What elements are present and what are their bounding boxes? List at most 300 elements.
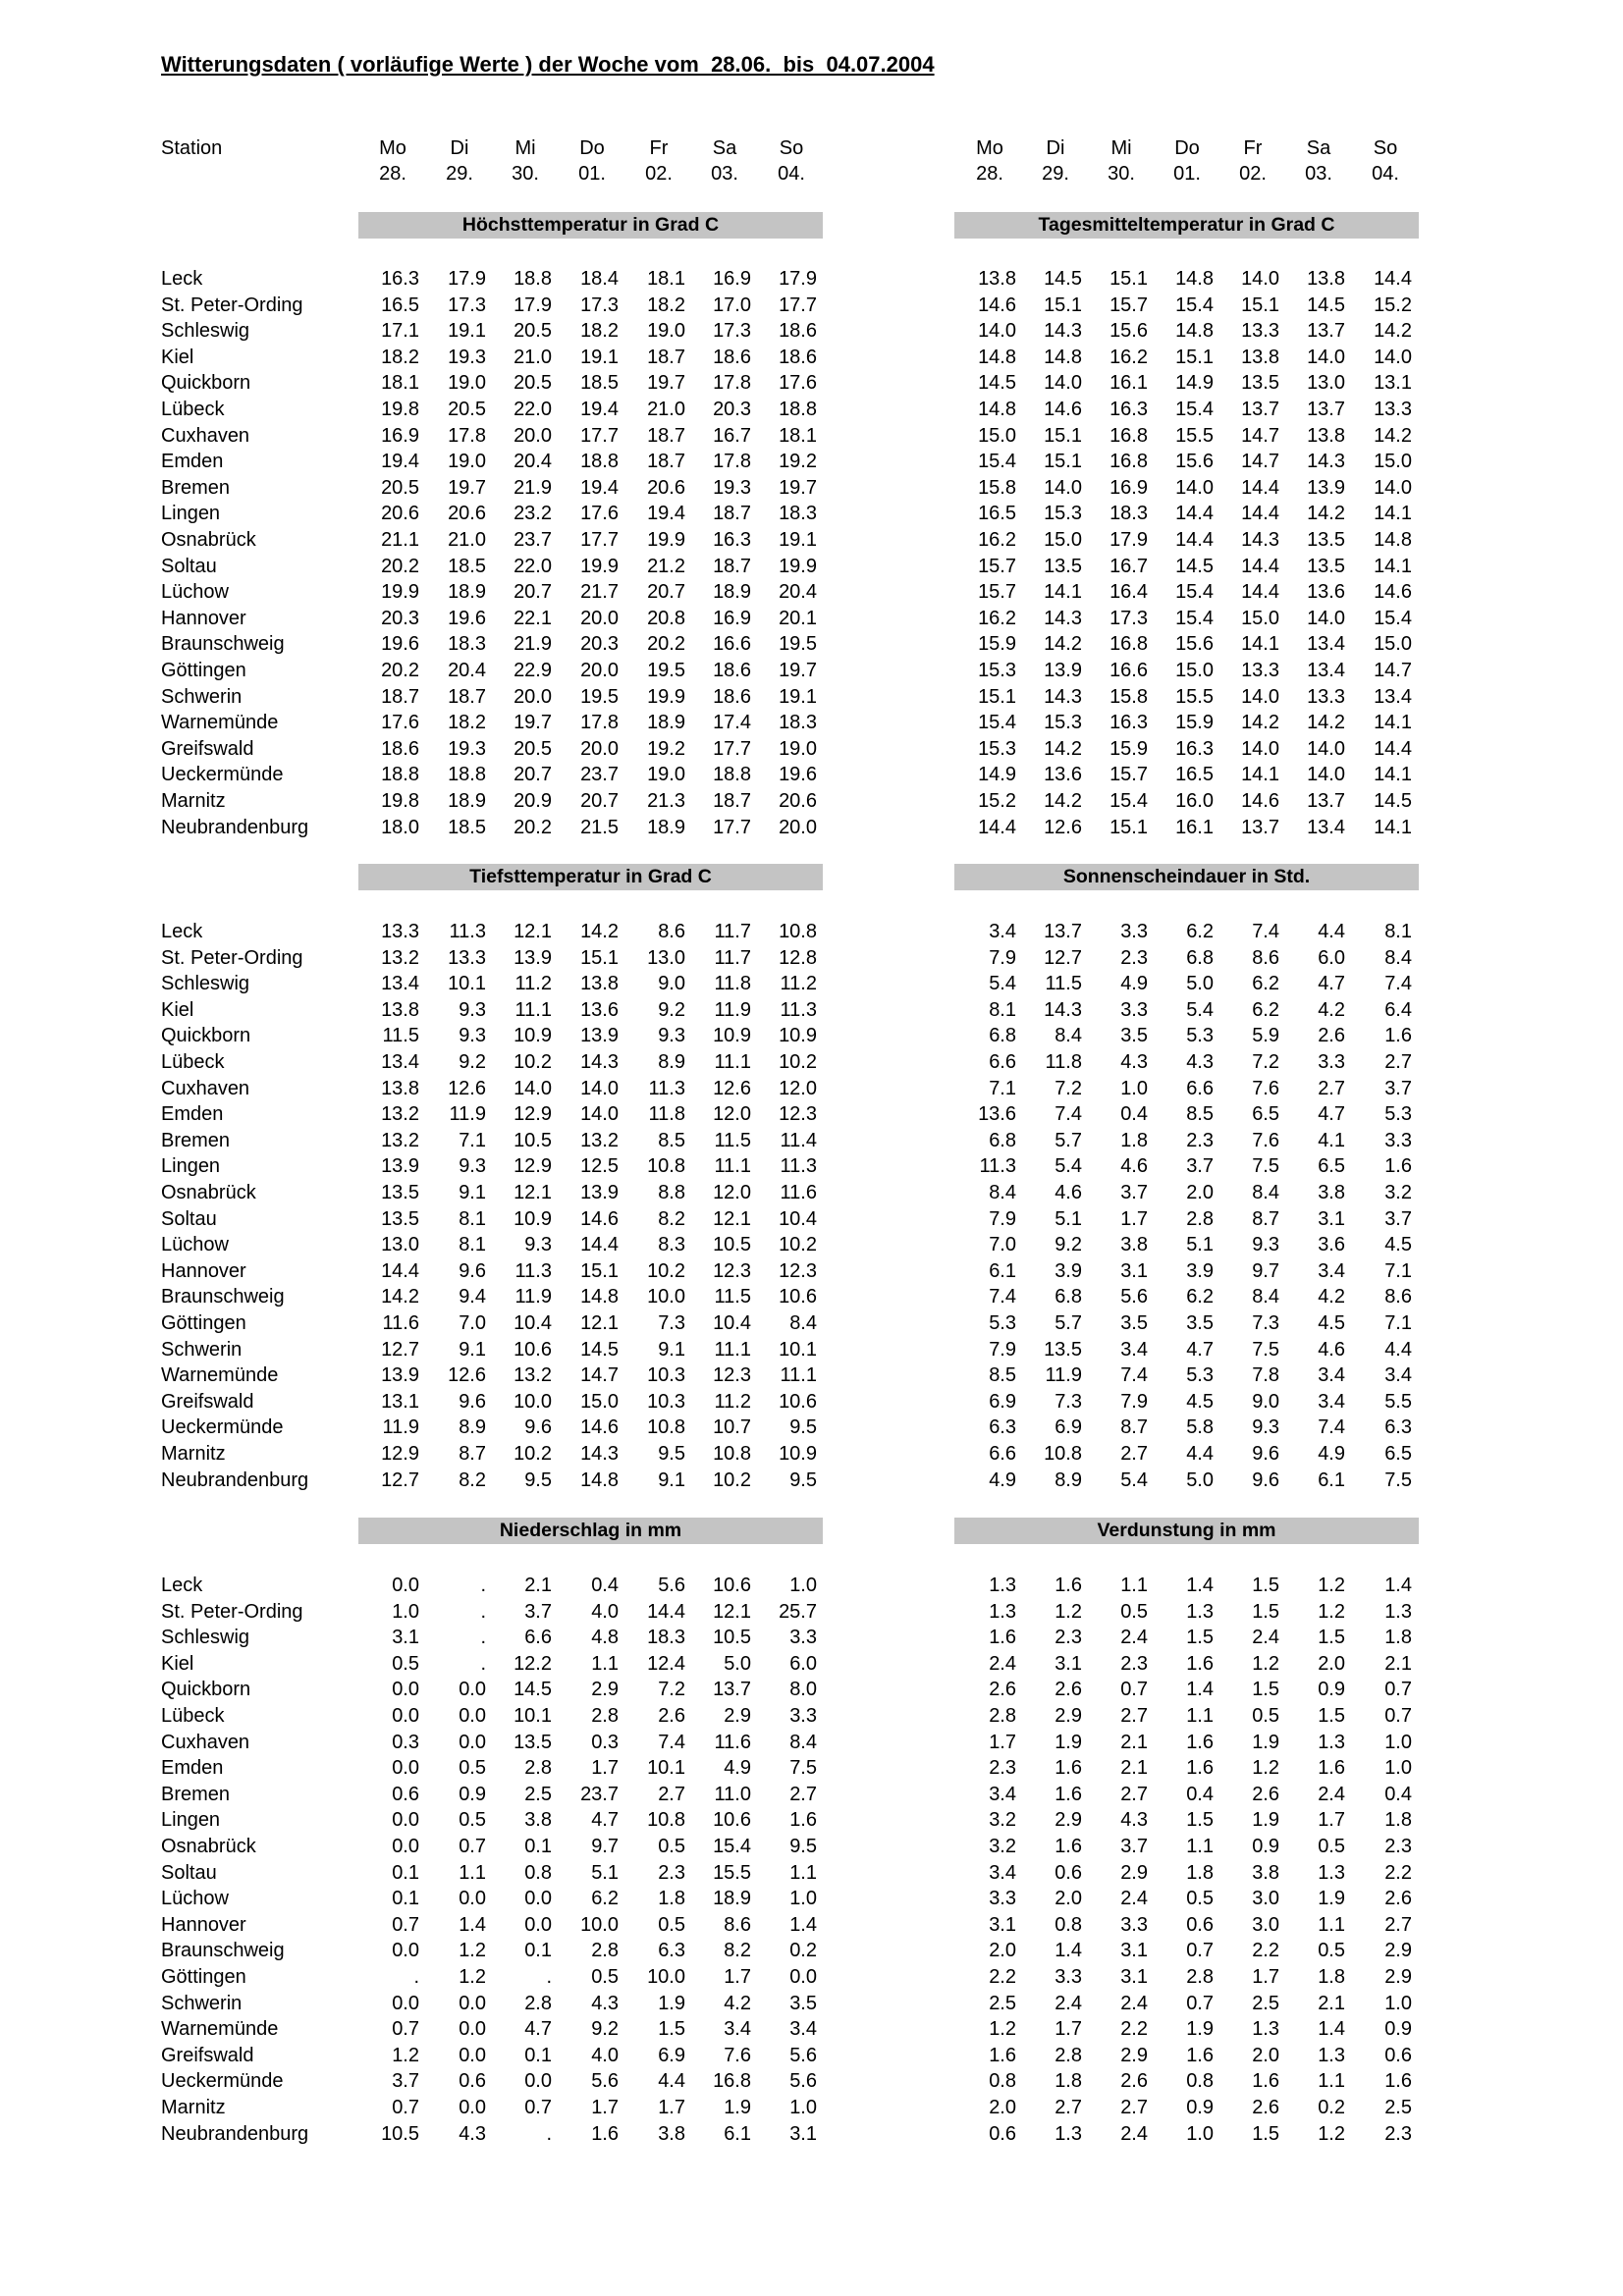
- data-value: 1.4: [1186, 1575, 1214, 1596]
- data-value: 2.3: [658, 1861, 685, 1884]
- data-value: 17.8: [448, 424, 486, 447]
- date-header: 29.: [1042, 163, 1069, 185]
- data-value: 21.0: [514, 346, 552, 368]
- station-name: Neubrandenburg: [161, 816, 309, 838]
- data-value: 3.4: [1384, 1364, 1412, 1387]
- data-value: 13.7: [1044, 921, 1082, 942]
- data-value: 5.6: [591, 2070, 619, 2093]
- data-value: 9.2: [459, 1051, 486, 1073]
- data-value: 14.0: [1241, 737, 1279, 760]
- data-value: 14.1: [1374, 816, 1412, 838]
- data-value: 20.1: [779, 607, 817, 629]
- data-value: 20.0: [779, 816, 817, 838]
- data-value: 2.1: [1384, 1652, 1412, 1675]
- data-value: 2.1: [1120, 1757, 1148, 1780]
- data-value: 16.2: [978, 607, 1016, 629]
- data-value: 10.5: [713, 1627, 751, 1649]
- data-value: 1.8: [1055, 2070, 1082, 2093]
- data-value: 7.4: [989, 1286, 1016, 1308]
- data-value: 18.8: [713, 764, 751, 786]
- data-value: 2.8: [1055, 2044, 1082, 2066]
- data-value: 15.3: [1044, 712, 1082, 734]
- data-value: 0.0: [392, 1679, 419, 1701]
- data-value: 0.8: [1186, 2070, 1214, 2093]
- data-value: 19.6: [381, 633, 419, 656]
- data-value: 16.9: [713, 607, 751, 629]
- data-value: 2.7: [1055, 2097, 1082, 2118]
- station-name: Soltau: [161, 1207, 217, 1230]
- data-value: 3.4: [724, 2018, 751, 2041]
- data-value: 16.9: [1109, 476, 1148, 499]
- data-value: 15.1: [1241, 294, 1279, 316]
- data-value: 2.9: [1120, 2044, 1148, 2066]
- data-value: 4.7: [591, 1809, 619, 1832]
- data-value: 14.8: [1374, 529, 1412, 551]
- data-value: 0.7: [392, 1913, 419, 1936]
- data-value: 10.5: [514, 1129, 552, 1151]
- data-value: 13.3: [448, 946, 486, 969]
- station-name: Lüchow: [161, 1234, 229, 1256]
- data-value: 2.3: [1384, 1836, 1412, 1857]
- data-value: 13.6: [978, 1103, 1016, 1126]
- data-value: 18.6: [779, 320, 817, 343]
- data-value: 10.2: [779, 1234, 817, 1256]
- data-value: 3.9: [1186, 1259, 1214, 1282]
- data-value: 13.9: [580, 1025, 619, 1047]
- data-value: 14.4: [1175, 503, 1214, 525]
- data-value: 1.9: [1186, 2018, 1214, 2041]
- data-value: 9.3: [459, 1155, 486, 1178]
- data-value: 14.1: [1241, 633, 1279, 656]
- date-header: 01.: [1173, 163, 1201, 185]
- data-value: 9.5: [789, 1468, 817, 1491]
- data-value: 2.0: [1252, 2044, 1279, 2066]
- data-value: 12.9: [514, 1103, 552, 1126]
- data-value: 0.5: [658, 1836, 685, 1857]
- data-value: 2.4: [1120, 1888, 1148, 1910]
- data-value: 11.6: [780, 1182, 817, 1203]
- data-value: 6.4: [1384, 998, 1412, 1021]
- data-value: 0.6: [989, 2122, 1016, 2145]
- data-value: 10.2: [779, 1051, 817, 1073]
- data-value: 6.2: [1252, 998, 1279, 1021]
- data-value: 2.5: [1252, 1992, 1279, 2014]
- data-value: 8.1: [459, 1234, 486, 1256]
- station-name: Marnitz: [161, 2097, 226, 2118]
- data-value: 14.6: [580, 1207, 619, 1230]
- station-column-header: Station: [161, 137, 223, 159]
- data-value: 18.4: [580, 268, 619, 290]
- data-value: 5.1: [1055, 1207, 1082, 1230]
- data-value: 18.7: [381, 685, 419, 708]
- data-value: 14.0: [1044, 476, 1082, 499]
- data-value: 17.6: [381, 712, 419, 734]
- data-value: 18.2: [381, 346, 419, 368]
- data-value: 19.4: [381, 451, 419, 473]
- data-value: 12.6: [1044, 816, 1082, 838]
- data-value: 10.9: [514, 1025, 552, 1047]
- data-value: 18.3: [779, 712, 817, 734]
- data-value: 1.6: [1186, 1757, 1214, 1780]
- data-value: 8.3: [658, 1234, 685, 1256]
- data-value: 10.5: [381, 2122, 419, 2145]
- data-value: 8.4: [789, 1731, 817, 1753]
- data-value: 4.1: [1318, 1129, 1345, 1151]
- data-value: 14.0: [514, 1077, 552, 1099]
- data-value: 2.4: [1120, 1992, 1148, 2014]
- data-value: 0.3: [591, 1731, 619, 1753]
- data-value: 0.4: [1186, 1783, 1214, 1805]
- data-value: 1.7: [1120, 1207, 1148, 1230]
- data-value: 22.1: [514, 607, 552, 629]
- data-value: 12.9: [381, 1443, 419, 1465]
- data-value: 3.3: [1055, 1966, 1082, 1988]
- data-value: 14.4: [978, 816, 1016, 838]
- data-value: 15.4: [1175, 399, 1214, 420]
- data-value: 13.4: [381, 1051, 419, 1073]
- data-value: 1.8: [1120, 1129, 1148, 1151]
- station-name: Warnemünde: [161, 1364, 279, 1387]
- data-value: 19.5: [647, 660, 685, 681]
- data-value: 14.4: [1241, 503, 1279, 525]
- data-value: 14.3: [1044, 607, 1082, 629]
- data-value: 16.2: [1109, 346, 1148, 368]
- data-value: 2.4: [1318, 1783, 1345, 1805]
- data-value: 15.5: [1175, 685, 1214, 708]
- data-value: 17.8: [580, 712, 619, 734]
- data-value: 7.1: [989, 1077, 1016, 1099]
- data-value: 2.6: [1318, 1025, 1345, 1047]
- data-value: 18.3: [779, 503, 817, 525]
- station-name: Greifswald: [161, 737, 254, 760]
- data-value: 1.4: [1055, 1940, 1082, 1962]
- data-value: 21.2: [647, 555, 685, 577]
- data-value: 0.0: [459, 2044, 486, 2066]
- data-value: 1.1: [789, 1861, 817, 1884]
- document-title: Witterungsdaten ( vorläufige Werte ) der Woche vom 28.06. bis 04.07.2004: [161, 52, 935, 77]
- station-name: Hannover: [161, 1259, 246, 1282]
- data-value: 18.5: [448, 816, 486, 838]
- data-value: 10.6: [713, 1809, 751, 1832]
- data-value: 5.3: [989, 1312, 1016, 1334]
- date-header: 02.: [1239, 163, 1267, 185]
- data-value: 20.7: [647, 581, 685, 604]
- data-value: 6.2: [1252, 973, 1279, 995]
- data-value: 11.7: [714, 921, 751, 942]
- data-value: 0.0: [459, 1888, 486, 1910]
- data-value: 1.5: [1318, 1627, 1345, 1649]
- data-value: 16.6: [1109, 660, 1148, 681]
- data-value: 2.8: [1186, 1966, 1214, 1988]
- data-value: 14.5: [580, 1338, 619, 1361]
- data-value: 13.2: [381, 1103, 419, 1126]
- data-value: 1.6: [591, 2122, 619, 2145]
- data-value: 18.9: [448, 790, 486, 812]
- data-value: 18.7: [713, 503, 751, 525]
- station-name: Soltau: [161, 555, 217, 577]
- data-value: .: [546, 2122, 552, 2145]
- data-value: 20.0: [580, 660, 619, 681]
- data-value: 8.4: [1055, 1025, 1082, 1047]
- data-value: 10.1: [647, 1757, 685, 1780]
- station-name: Braunschweig: [161, 1286, 285, 1308]
- data-value: 19.3: [448, 346, 486, 368]
- data-value: 0.5: [1318, 1940, 1345, 1962]
- data-value: 10.1: [779, 1338, 817, 1361]
- data-value: 0.5: [459, 1809, 486, 1832]
- data-value: 10.2: [713, 1468, 751, 1491]
- data-value: 16.8: [1109, 424, 1148, 447]
- data-value: 13.5: [1044, 1338, 1082, 1361]
- data-value: 13.3: [1241, 660, 1279, 681]
- date-header: 03.: [1305, 163, 1332, 185]
- data-value: 19.7: [779, 476, 817, 499]
- station-name: Hannover: [161, 607, 246, 629]
- data-value: 2.3: [1384, 2122, 1412, 2145]
- data-value: 19.4: [647, 503, 685, 525]
- data-value: 9.1: [459, 1182, 486, 1203]
- data-value: 0.1: [392, 1888, 419, 1910]
- station-name: Schwerin: [161, 1992, 243, 2014]
- data-value: 5.5: [1384, 1390, 1412, 1413]
- data-value: 1.9: [1252, 1809, 1279, 1832]
- data-value: 6.9: [658, 2044, 685, 2066]
- data-value: 11.9: [714, 998, 751, 1021]
- data-value: 1.2: [989, 2018, 1016, 2041]
- data-value: 3.0: [1252, 1888, 1279, 1910]
- data-value: 14.1: [1374, 712, 1412, 734]
- data-value: 14.8: [1175, 268, 1214, 290]
- data-value: 11.9: [449, 1103, 486, 1126]
- data-value: 13.4: [1374, 685, 1412, 708]
- data-value: 2.3: [1055, 1627, 1082, 1649]
- data-value: 20.6: [647, 476, 685, 499]
- data-value: 14.2: [1307, 712, 1345, 734]
- data-value: 1.5: [1252, 2122, 1279, 2145]
- data-value: 0.7: [1186, 1992, 1214, 2014]
- data-value: 12.3: [779, 1259, 817, 1282]
- data-value: 7.5: [1252, 1155, 1279, 1178]
- data-value: 0.8: [1055, 1913, 1082, 1936]
- data-value: 10.9: [713, 1025, 751, 1047]
- data-value: 15.4: [1175, 581, 1214, 604]
- station-name: Schwerin: [161, 685, 243, 708]
- data-value: 0.0: [789, 1966, 817, 1988]
- data-value: 19.7: [448, 476, 486, 499]
- data-value: 3.1: [1120, 1259, 1148, 1282]
- data-value: .: [480, 1600, 486, 1623]
- data-value: 0.5: [1120, 1600, 1148, 1623]
- data-value: 1.6: [1318, 1757, 1345, 1780]
- data-value: 16.9: [713, 268, 751, 290]
- data-value: 13.2: [514, 1364, 552, 1387]
- station-name: Bremen: [161, 476, 231, 499]
- date-header: 04.: [778, 163, 805, 185]
- data-value: 1.1: [591, 1652, 619, 1675]
- data-value: 0.0: [459, 1731, 486, 1753]
- data-value: 14.4: [1374, 268, 1412, 290]
- data-value: 0.9: [1252, 1836, 1279, 1857]
- data-value: 6.8: [1055, 1286, 1082, 1308]
- data-value: 1.2: [392, 2044, 419, 2066]
- data-value: 20.2: [514, 816, 552, 838]
- data-value: 10.5: [713, 1234, 751, 1256]
- data-value: 8.0: [789, 1679, 817, 1701]
- data-value: 11.1: [714, 1338, 751, 1361]
- data-value: 2.5: [1384, 2097, 1412, 2118]
- data-value: 16.3: [1109, 712, 1148, 734]
- data-value: 13.2: [381, 1129, 419, 1151]
- data-value: 17.7: [580, 529, 619, 551]
- station-name: Emden: [161, 1103, 224, 1126]
- data-value: 4.3: [591, 1992, 619, 2014]
- data-value: 15.1: [978, 685, 1016, 708]
- data-value: 0.5: [658, 1913, 685, 1936]
- data-value: 10.8: [647, 1416, 685, 1439]
- section-header: Höchsttemperatur in Grad C: [358, 212, 823, 239]
- data-value: 20.2: [647, 633, 685, 656]
- data-value: 2.8: [1186, 1207, 1214, 1230]
- data-value: 3.7: [1120, 1182, 1148, 1203]
- data-value: 15.4: [978, 451, 1016, 473]
- data-value: 3.1: [392, 1627, 419, 1649]
- station-name: Emden: [161, 1757, 224, 1780]
- data-value: 1.6: [1186, 1652, 1214, 1675]
- data-value: 21.0: [647, 399, 685, 420]
- data-value: 8.7: [459, 1443, 486, 1465]
- data-value: 3.2: [989, 1809, 1016, 1832]
- data-value: 7.9: [989, 946, 1016, 969]
- data-value: 15.7: [978, 555, 1016, 577]
- data-value: 11.5: [1045, 973, 1082, 995]
- data-value: 8.5: [1186, 1103, 1214, 1126]
- data-value: 14.4: [381, 1259, 419, 1282]
- data-value: 20.3: [381, 607, 419, 629]
- data-value: 1.7: [658, 2097, 685, 2118]
- data-value: 3.4: [1120, 1338, 1148, 1361]
- data-value: 7.6: [1252, 1077, 1279, 1099]
- data-value: 9.3: [459, 998, 486, 1021]
- data-value: 2.6: [1120, 2070, 1148, 2093]
- data-value: 21.3: [647, 790, 685, 812]
- data-value: 2.7: [658, 1783, 685, 1805]
- data-value: 22.0: [514, 555, 552, 577]
- data-value: 2.0: [989, 1940, 1016, 1962]
- data-value: 13.3: [381, 921, 419, 942]
- data-value: 17.9: [448, 268, 486, 290]
- data-value: 15.3: [978, 737, 1016, 760]
- data-value: 4.0: [591, 1600, 619, 1623]
- data-value: 4.5: [1384, 1234, 1412, 1256]
- data-value: 19.5: [580, 685, 619, 708]
- data-value: 20.3: [713, 399, 751, 420]
- data-value: 13.5: [514, 1731, 552, 1753]
- station-name: Osnabrück: [161, 1836, 256, 1857]
- data-value: 6.6: [989, 1051, 1016, 1073]
- data-value: 6.5: [1318, 1155, 1345, 1178]
- data-value: 12.3: [779, 1103, 817, 1126]
- data-value: 14.0: [978, 320, 1016, 343]
- data-value: 13.5: [1307, 529, 1345, 551]
- data-value: 4.6: [1318, 1338, 1345, 1361]
- data-value: 3.3: [789, 1705, 817, 1727]
- station-name: Lingen: [161, 1155, 221, 1178]
- data-value: 13.4: [1307, 660, 1345, 681]
- data-value: 15.1: [1044, 424, 1082, 447]
- station-name: Göttingen: [161, 1312, 246, 1334]
- data-value: 23.7: [514, 529, 552, 551]
- data-value: 19.2: [647, 737, 685, 760]
- data-value: 0.7: [1384, 1679, 1412, 1701]
- station-name: Cuxhaven: [161, 1731, 250, 1753]
- data-value: 1.1: [459, 1861, 486, 1884]
- data-value: 0.5: [1186, 1888, 1214, 1910]
- data-value: 1.5: [1318, 1705, 1345, 1727]
- data-value: 14.6: [580, 1416, 619, 1439]
- data-value: 0.0: [459, 2018, 486, 2041]
- data-value: 1.4: [789, 1913, 817, 1936]
- data-value: 20.7: [514, 764, 552, 786]
- station-name: Leck: [161, 268, 203, 290]
- data-value: 11.0: [714, 1783, 751, 1805]
- data-value: 18.6: [779, 346, 817, 368]
- data-value: 1.1: [1318, 2070, 1345, 2093]
- data-value: 12.0: [779, 1077, 817, 1099]
- data-value: 9.6: [1252, 1468, 1279, 1491]
- data-value: 10.9: [779, 1025, 817, 1047]
- data-value: 18.5: [448, 555, 486, 577]
- data-value: 19.5: [779, 633, 817, 656]
- data-value: 0.0: [392, 1940, 419, 1962]
- data-value: 7.8: [1252, 1364, 1279, 1387]
- data-value: 1.6: [1384, 2070, 1412, 2093]
- data-value: 19.1: [580, 346, 619, 368]
- data-value: 16.4: [1109, 581, 1148, 604]
- data-value: 17.0: [713, 294, 751, 316]
- data-value: 14.8: [580, 1468, 619, 1491]
- station-name: Kiel: [161, 1652, 194, 1675]
- data-value: 5.0: [1186, 973, 1214, 995]
- data-value: 13.7: [713, 1679, 751, 1701]
- date-header: 02.: [645, 163, 673, 185]
- data-value: 1.1: [1186, 1836, 1214, 1857]
- data-value: 5.1: [1186, 1234, 1214, 1256]
- data-value: 6.8: [989, 1025, 1016, 1047]
- data-value: 1.6: [1055, 1836, 1082, 1857]
- data-value: 12.1: [713, 1600, 751, 1623]
- data-value: 7.3: [1055, 1390, 1082, 1413]
- data-value: 14.4: [1374, 737, 1412, 760]
- data-value: 15.8: [1109, 685, 1148, 708]
- data-value: 19.7: [514, 712, 552, 734]
- data-value: 5.4: [1055, 1155, 1082, 1178]
- data-value: 6.1: [989, 1259, 1016, 1282]
- data-value: 3.7: [1384, 1207, 1412, 1230]
- data-value: 20.9: [514, 790, 552, 812]
- data-value: 4.3: [1120, 1809, 1148, 1832]
- data-value: 2.2: [1120, 2018, 1148, 2041]
- day-header: So: [779, 137, 804, 159]
- data-value: 14.1: [1374, 555, 1412, 577]
- data-value: 6.9: [1055, 1416, 1082, 1439]
- data-value: 3.8: [1318, 1182, 1345, 1203]
- data-value: 10.4: [779, 1207, 817, 1230]
- data-value: 1.0: [789, 1888, 817, 1910]
- data-value: 16.5: [978, 503, 1016, 525]
- data-value: 1.0: [392, 1600, 419, 1623]
- data-value: 20.5: [448, 399, 486, 420]
- data-value: 18.1: [381, 372, 419, 395]
